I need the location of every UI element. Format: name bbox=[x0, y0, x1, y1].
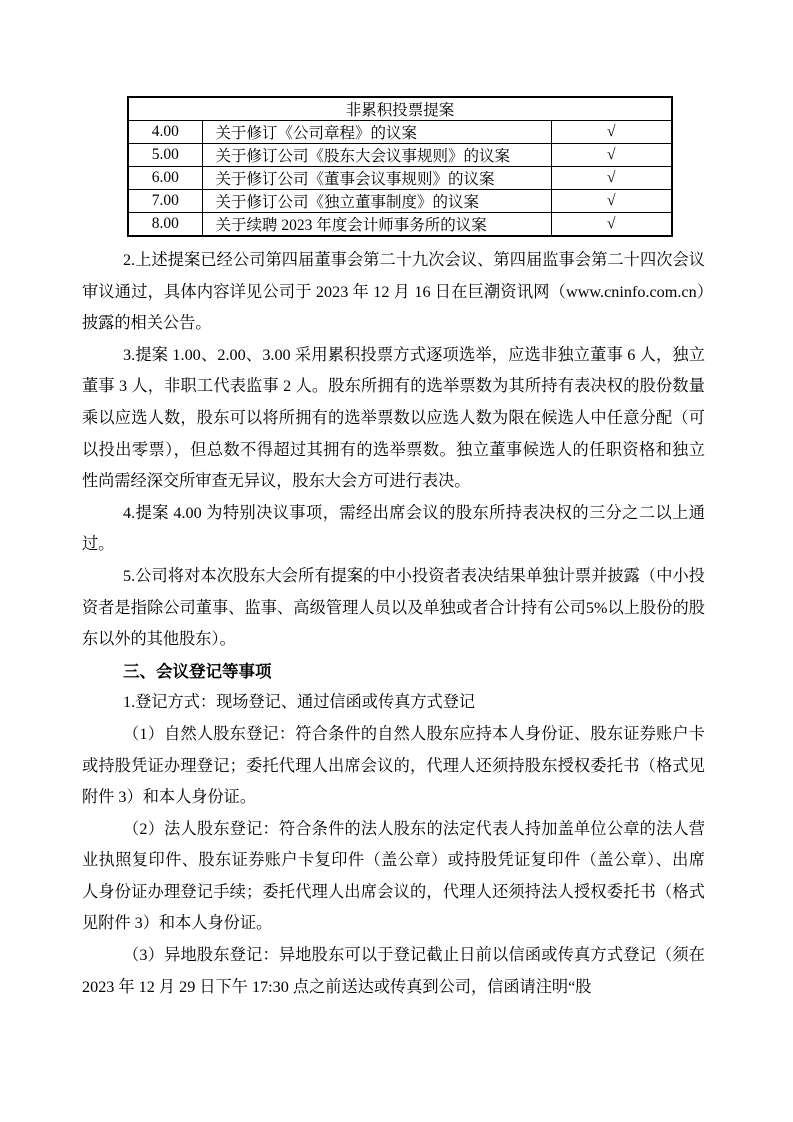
vote-check-mark: √ bbox=[551, 121, 672, 144]
vote-check-mark: √ bbox=[551, 213, 672, 237]
proposal-title: 关于修订公司《董事会议事规则》的议案 bbox=[202, 167, 551, 190]
proposal-row bbox=[128, 121, 672, 144]
paragraph-registration-method: 1.登记方式：现场登记、通过信函或传真方式登记 bbox=[123, 693, 476, 712]
section-heading-registration: 三、会议登记等事项 bbox=[123, 661, 272, 681]
vote-check-mark: √ bbox=[551, 144, 672, 167]
proposal-table bbox=[127, 96, 673, 237]
proposal-row bbox=[128, 190, 672, 213]
proposal-row bbox=[128, 167, 672, 190]
proposal-number: 7.00 bbox=[128, 190, 202, 213]
proposal-number: 8.00 bbox=[128, 213, 202, 237]
document-body bbox=[82, 245, 705, 1003]
proposal-number: 6.00 bbox=[128, 167, 202, 190]
proposal-table-body bbox=[128, 121, 672, 237]
proposal-title: 关于修订公司《独立董事制度》的议案 bbox=[202, 190, 551, 213]
proposal-number: 5.00 bbox=[128, 144, 202, 167]
paragraph-special-resolution: 4.提案 4.00 为特别决议事项，需经出席会议的股东所持表决权的三分之二以上通过。 bbox=[82, 503, 705, 554]
paragraph-board-approval: 2.上述提案已经公司第四届董事会第二十九次会议、第四届监事会第二十四次会议审议通过，具体内容详见公司于 2023 年 12 月 16 日在巨潮资讯网（www.cninfo.com.cn）披露的相关公告。 bbox=[82, 251, 705, 333]
table-header-non-cumulative-proposals: 非累积投票提案 bbox=[128, 97, 672, 121]
proposal-title: 关于续聘 2023 年度会计师事务所的议案 bbox=[202, 213, 551, 237]
proposal-row bbox=[128, 144, 672, 167]
proposal-number: 4.00 bbox=[128, 121, 202, 144]
proposal-title: 关于修订《公司章程》的议案 bbox=[202, 121, 551, 144]
paragraph-corporate-shareholder: （2）法人股东登记：符合条件的法人股东的法定代表人持加盖单位公章的法人营业执照复印件、股东证券账户卡复印件（盖公章）或持股凭证复印件（盖公章）、出席人身份证办理登记手续；委托代理人出席会议的，代理人还须持法人授权委托书（格式见附件 3）和本人身份证。 bbox=[82, 819, 705, 933]
paragraph-minority-investors: 5.公司将对本次股东大会所有提案的中小投资者表决结果单独计票并披露（中小投资者是指除公司董事、监事、高级管理人员以及单独或者合计持有公司5%以上股份的股东以外的其他股东）。 bbox=[82, 566, 705, 649]
vote-check-mark: √ bbox=[551, 190, 672, 213]
paragraph-cumulative-voting: 3.提案 1.00、2.00、3.00 采用累积投票方式逐项选举，应选非独立董事 6 人，独立董事 3 人，非职工代表监事 2 人。股东所拥有的选举票数为其所持有表决权的股份数量乘以应选人数，股东可以将所拥有的选举票数以应选人数为限在候选人中任意分配（可以投出零票），但总数不得超过其拥有的选举票数。独立董事候选人的任职资格和独立性尚需经深交所审查无异议，股东大会方可进行表决。 bbox=[82, 345, 705, 491]
proposal-row bbox=[128, 213, 672, 237]
vote-check-mark: √ bbox=[551, 167, 672, 190]
proposal-title: 关于修订公司《股东大会议事规则》的议案 bbox=[202, 144, 551, 167]
paragraph-remote-shareholder: （3）异地股东登记：异地股东可以于登记截止日前以信函或传真方式登记（须在 2023 年 12 月 29 日下午 17:30 点之前送达或传真到公司，信函请注明“股 bbox=[82, 946, 705, 996]
paragraph-individual-shareholder: （1）自然人股东登记：符合条件的自然人股东应持本人身份证、股东证券账户卡或持股凭证办理登记；委托代理人出席会议的，代理人还须持股东授权委托书（格式见附件 3）和本人身份证。 bbox=[82, 724, 705, 807]
table-header-row bbox=[128, 97, 672, 121]
